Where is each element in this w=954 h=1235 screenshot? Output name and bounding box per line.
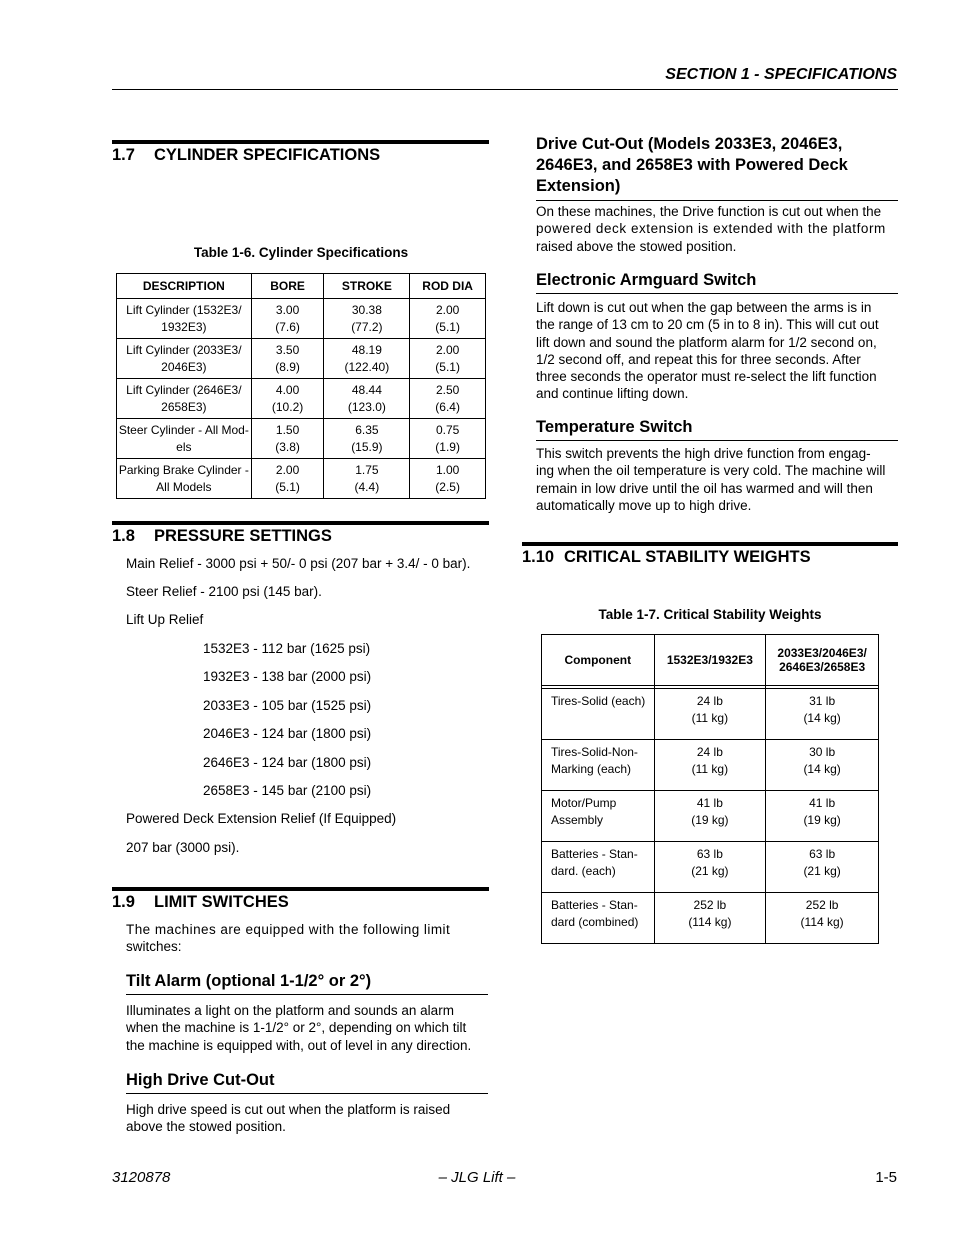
section-heading-1-8 xyxy=(112,527,332,546)
cell-line: Assembly xyxy=(551,813,604,827)
table-cell xyxy=(766,791,879,842)
heading-line: Drive Cut-Out (Models 2033E3, 2046E3, xyxy=(536,135,843,153)
table-cell xyxy=(410,339,486,379)
cell-line: 6.35 xyxy=(355,422,379,437)
text-line: the range of 13 cm to 20 cm (5 in to 8 in). This will cut out xyxy=(536,317,879,333)
cell-line: (114 kg) xyxy=(800,915,844,929)
drive-cutout-text xyxy=(536,203,898,255)
high-drive-cutout-text xyxy=(126,1101,488,1136)
cell-line: 1932E3) xyxy=(161,319,207,334)
cell-line: 3.50 xyxy=(275,342,300,357)
table-caption-1-7: Table 1-7. Critical Stability Weights xyxy=(598,607,822,622)
text-line: 1/2 second off, and repeat this for three seconds. After xyxy=(536,351,861,367)
section-number: 1.7 xyxy=(112,146,135,164)
text-line: ing when the oil temperature is very cold. The machine will xyxy=(536,463,886,479)
table-row xyxy=(117,419,486,459)
table-cell xyxy=(766,689,879,740)
cell-line: (123.0) xyxy=(347,399,386,414)
table-cell xyxy=(542,689,655,740)
section-heading-1-7 xyxy=(112,146,380,165)
cell-line: (11 kg) xyxy=(691,711,729,725)
cell-line: 41 lb xyxy=(809,796,836,810)
section-title: CYLINDER SPECIFICATIONS xyxy=(154,146,381,164)
table-cell xyxy=(251,459,324,499)
cell-line: Lift Cylinder (2646E3/ xyxy=(126,382,242,397)
cell-line: 2.00 xyxy=(435,302,460,317)
header-line: 2033E3/2046E3/ xyxy=(777,646,867,660)
table-cell xyxy=(410,459,486,499)
table-row xyxy=(542,740,879,791)
table-cell xyxy=(766,842,879,893)
cell-line: Batteries - Stan- xyxy=(551,847,638,861)
text-line: and continue lifting down. xyxy=(536,386,689,402)
table-cell xyxy=(766,893,879,944)
cell-line: (4.4) xyxy=(354,479,380,494)
cell-line: All Models xyxy=(156,479,212,494)
cell-line: 2046E3) xyxy=(161,359,207,374)
cell-line: Lift Cylinder (1532E3/ xyxy=(126,302,242,317)
column-header: Component xyxy=(542,635,655,686)
cell-line: (122.40) xyxy=(344,359,390,374)
powered-deck-relief-value: 207 bar (3000 psi). xyxy=(126,840,240,855)
relief-item: 2033E3 - 105 bar (1525 psi) xyxy=(203,698,372,713)
table-row xyxy=(117,339,486,379)
section-title: PRESSURE SETTINGS xyxy=(154,527,332,545)
table-cell xyxy=(251,339,324,379)
cell-line: (114 kg) xyxy=(688,915,732,929)
cell-line: Tires-Solid (each) xyxy=(551,694,646,708)
table-cell xyxy=(251,379,324,419)
column-header: DESCRIPTION xyxy=(117,274,252,299)
cell-line: (15.9) xyxy=(351,439,383,454)
cell-line: Batteries - Stan- xyxy=(551,898,638,912)
header-line: 2646E3/2658E3 xyxy=(779,660,866,674)
table-row xyxy=(542,689,879,740)
cylinder-specifications-table xyxy=(116,273,486,499)
main-relief-text: Main Relief - 3000 psi + 50/- 0 psi (207 bar + 3.4/ - 0 bar). xyxy=(126,556,471,571)
temperature-switch-heading: Temperature Switch xyxy=(536,418,898,441)
table-row xyxy=(117,379,486,419)
cell-line: (21 kg) xyxy=(803,864,841,878)
text-line: powered deck extension is extended with the platform xyxy=(536,221,886,237)
cell-line: 4.00 xyxy=(275,382,300,397)
cell-line: Steer Cylinder - All Mod- xyxy=(118,422,249,437)
text-line: lift down and sound the platform alarm for 1/2 second on, xyxy=(536,334,877,350)
steer-relief-text: Steer Relief - 2100 psi (145 bar). xyxy=(126,584,322,599)
cell-line: (3.8) xyxy=(275,439,300,454)
section-rule-1-9 xyxy=(112,887,489,891)
cell-line: 48.44 xyxy=(351,382,382,397)
table-cell xyxy=(324,379,410,419)
column-header: 1532E3/1932E3 xyxy=(654,635,766,686)
cell-line: 48.19 xyxy=(351,342,382,357)
text-line: switches: xyxy=(126,939,182,955)
footer-center-text: – JLG Lift – xyxy=(438,1169,516,1186)
section-number: 1.8 xyxy=(112,527,135,545)
table-cell xyxy=(654,842,766,893)
table-cell xyxy=(117,299,252,339)
table-row xyxy=(542,791,879,842)
table-cell xyxy=(324,339,410,379)
cell-line: (19 kg) xyxy=(691,813,729,827)
text-line: the machine is equipped with, out of level in any direction. xyxy=(126,1037,472,1053)
table-cell xyxy=(654,740,766,791)
table-cell xyxy=(251,299,324,339)
cell-line: 2.00 xyxy=(435,342,460,357)
text-line: This switch prevents the high drive function from engag- xyxy=(536,446,871,461)
column-header: ROD DIA xyxy=(410,274,486,299)
table-row xyxy=(117,459,486,499)
text-line: when the machine is 1-1/2° or 2°, depending on which tilt xyxy=(126,1020,467,1036)
high-drive-cutout-heading: High Drive Cut-Out xyxy=(126,1071,488,1094)
text-line: On these machines, the Drive function is cut out when the xyxy=(536,204,882,219)
section-rule-1-7 xyxy=(112,140,489,144)
cell-line: 1.00 xyxy=(435,462,460,477)
cell-line: (5.1) xyxy=(435,359,460,374)
page-number: 1-5 xyxy=(875,1169,897,1186)
cell-line: (11 kg) xyxy=(691,762,729,776)
cell-line: Tires-Solid-Non- xyxy=(551,745,638,759)
table-cell xyxy=(117,339,252,379)
lift-up-relief-text: Lift Up Relief xyxy=(126,612,204,627)
armguard-switch-heading: Electronic Armguard Switch xyxy=(536,271,898,294)
table-cell xyxy=(324,299,410,339)
cell-line: (14 kg) xyxy=(803,762,841,776)
table-row xyxy=(117,299,486,339)
table-cell xyxy=(542,740,655,791)
table-header-row xyxy=(117,274,486,299)
heading-line: 2646E3, and 2658E3 with Powered Deck xyxy=(536,156,848,174)
section-title: CRITICAL STABILITY WEIGHTS xyxy=(564,548,811,566)
table-caption-1-6: Table 1-6. Cylinder Specifications xyxy=(193,245,409,260)
relief-item: 1532E3 - 112 bar (1625 psi) xyxy=(203,641,371,656)
header-rule xyxy=(112,89,898,90)
tilt-alarm-heading: Tilt Alarm (optional 1-1/2° or 2°) xyxy=(126,972,488,995)
heading-line: Extension) xyxy=(536,177,621,195)
column-header xyxy=(766,635,879,686)
drive-cutout-heading xyxy=(536,134,898,201)
limit-switches-intro xyxy=(126,921,488,956)
text-line: Illuminates a light on the platform and sounds an alarm xyxy=(126,1003,454,1018)
cell-line: (21 kg) xyxy=(691,864,729,878)
cell-line: 63 lb xyxy=(696,847,723,861)
table-cell xyxy=(410,379,486,419)
table-cell xyxy=(654,893,766,944)
text-line: High drive speed is cut out when the platform is raised xyxy=(126,1102,451,1117)
table-cell xyxy=(251,419,324,459)
cell-line: (77.2) xyxy=(351,319,383,334)
cell-line: 2.50 xyxy=(435,382,460,397)
cell-line: Parking Brake Cylinder - xyxy=(118,462,249,477)
cell-line: 30 lb xyxy=(809,745,836,759)
cell-line: 1.50 xyxy=(275,422,300,437)
section-title: LIMIT SWITCHES xyxy=(154,893,289,911)
table-cell xyxy=(542,791,655,842)
cell-line: 24 lb xyxy=(696,694,723,708)
table-cell xyxy=(324,419,410,459)
table-header-row xyxy=(542,635,879,686)
text-line: Lift down is cut out when the gap between the arms is in xyxy=(536,300,872,315)
cell-line: 252 lb xyxy=(805,898,839,912)
text-line: above the stowed position. xyxy=(126,1119,286,1135)
tilt-alarm-text xyxy=(126,1002,488,1054)
section-rule-1-8 xyxy=(112,521,489,525)
table-cell xyxy=(542,893,655,944)
table-cell xyxy=(766,740,879,791)
column-header: STROKE xyxy=(324,274,410,299)
table-cell xyxy=(542,842,655,893)
document-number: 3120878 xyxy=(112,1169,171,1186)
cell-line: (1.9) xyxy=(435,439,460,454)
critical-stability-weights-table xyxy=(541,634,879,944)
table-cell xyxy=(324,459,410,499)
text-line: remain in low drive until the oil has warmed and will then xyxy=(536,480,873,496)
table-cell xyxy=(654,689,766,740)
cell-line: (8.9) xyxy=(275,359,300,374)
text-line: The machines are equipped with the following limit xyxy=(126,922,451,937)
cell-line: Lift Cylinder (2033E3/ xyxy=(126,342,242,357)
cell-line: dard (combined) xyxy=(551,915,639,929)
cell-line: (5.1) xyxy=(275,479,300,494)
text-line: raised above the stowed position. xyxy=(536,238,737,254)
cell-line: (2.5) xyxy=(435,479,460,494)
table-cell xyxy=(117,459,252,499)
text-line: automatically move up to high drive. xyxy=(536,497,752,513)
table-row xyxy=(542,842,879,893)
cell-line: els xyxy=(176,439,192,454)
armguard-switch-text xyxy=(536,299,898,403)
cell-line: (6.4) xyxy=(435,399,460,414)
table-cell xyxy=(410,419,486,459)
column-header: BORE xyxy=(251,274,324,299)
cell-line: (19 kg) xyxy=(803,813,841,827)
cell-line: (7.6) xyxy=(275,319,300,334)
section-number: 1.9 xyxy=(112,893,135,911)
cell-line: 30.38 xyxy=(351,302,382,317)
powered-deck-relief-text: Powered Deck Extension Relief (If Equipped) xyxy=(126,811,397,826)
section-rule-1-10 xyxy=(522,542,898,546)
section-number: 1.10 xyxy=(522,548,555,566)
cell-line: 2658E3) xyxy=(161,399,207,414)
cell-line: 24 lb xyxy=(696,745,723,759)
table-cell xyxy=(117,419,252,459)
cell-line: (10.2) xyxy=(271,399,304,414)
cell-line: Motor/Pump xyxy=(551,796,617,810)
text-line: three seconds the operator must re-select the lift function xyxy=(536,369,877,385)
cell-line: 0.75 xyxy=(435,422,460,437)
section-heading-1-10 xyxy=(522,548,811,567)
cell-line: 41 lb xyxy=(696,796,723,810)
section-heading-1-9 xyxy=(112,893,289,912)
cell-line: 1.75 xyxy=(355,462,379,477)
section-header-title: SECTION 1 - SPECIFICATIONS xyxy=(665,66,897,83)
table-row xyxy=(542,893,879,944)
cell-line: 31 lb xyxy=(809,694,836,708)
relief-item: 2046E3 - 124 bar (1800 psi) xyxy=(203,726,372,741)
relief-item: 1932E3 - 138 bar (2000 psi) xyxy=(203,669,372,684)
table-cell xyxy=(117,379,252,419)
temperature-switch-text xyxy=(536,445,898,514)
cell-line: 63 lb xyxy=(809,847,836,861)
cell-line: (14 kg) xyxy=(803,711,841,725)
cell-line: Marking (each) xyxy=(551,762,632,776)
cell-line: 2.00 xyxy=(275,462,300,477)
table-cell xyxy=(654,791,766,842)
cell-line: (5.1) xyxy=(435,319,460,334)
relief-item: 2658E3 - 145 bar (2100 psi) xyxy=(203,783,372,798)
relief-item: 2646E3 - 124 bar (1800 psi) xyxy=(203,755,372,770)
table-cell xyxy=(410,299,486,339)
cell-line: dard. (each) xyxy=(551,864,616,878)
cell-line: 252 lb xyxy=(693,898,727,912)
cell-line: 3.00 xyxy=(275,302,300,317)
